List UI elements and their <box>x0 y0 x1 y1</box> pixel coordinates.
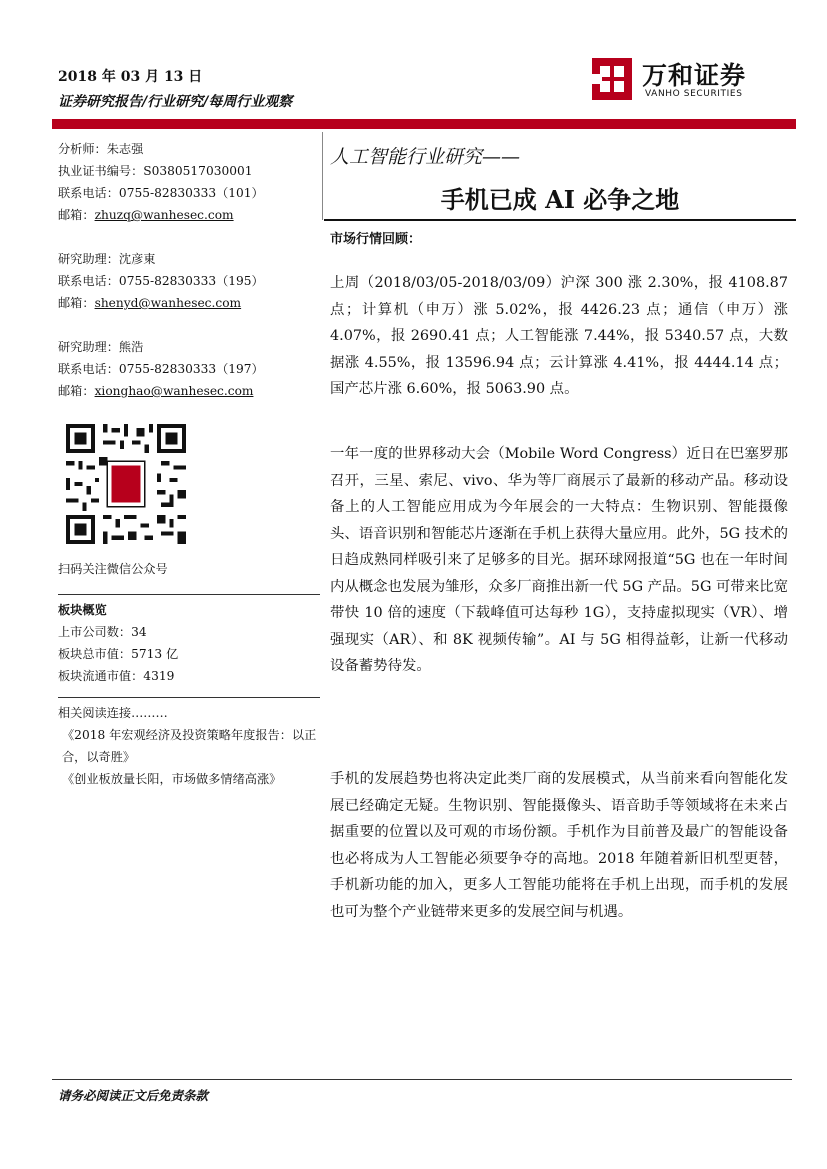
assistant-email-link[interactable]: xionghao@wanhesec.com <box>94 384 254 398</box>
paragraph: 手机的发展趋势也将决定此类厂商的发展模式，从当前来看向智能化发展已经确定无疑。生物识别、智能摄像头、语音助手等领域将在未来占据重要的位置以及可观的市场份额。手机作为目前普及最广的智能设备也必将成为人工智能必须要争夺的高地。2018 年随着新旧机型更替，手机新功能的加入，更多人工智能功能将在手机上出现，而手机的发展也可为整个产业链带来更多的发展空间与机遇。 <box>330 771 788 920</box>
sector-item: 上市公司数：34 <box>58 625 147 639</box>
header-bar <box>52 119 796 129</box>
title-rule <box>324 219 796 221</box>
related-link[interactable]: 《创业板放量长阳，市场做多情绪高涨》 <box>62 772 282 786</box>
paragraph: 一年一度的世界移动大会（Mobile Word Congress）近日在巴塞罗那召开，三星、索尼、vivo、华为等厂商展示了最新的移动产品。移动设备上的人工智能应用成为今年展会的一大特点：生物识别、智能摄像头、语音识别和智能芯片逐渐在手机上获得大量应用。此外，5G 技术的日趋成熟同样吸引来了足够多的目光。据环球网报道“5G 也在一年时间内从概念也发展为雏形，众多厂商推出新一代 5G 产品。5G 可带来比宽带快 10 倍的速度（下载峰值可达每秒 1G），支持虚拟现实（VR）、增强现实（AR）、和 8K 视频传输”。AI 与 5G 相得益彰，让新一代移动设备蓄势待发。 <box>330 446 788 674</box>
company-logo <box>590 56 770 106</box>
logo-mark-icon <box>590 56 634 102</box>
assistant-name: 研究助理：沈彦東 <box>58 252 156 266</box>
footer-rule <box>52 1079 792 1080</box>
divider <box>58 697 320 698</box>
assistant-block <box>58 248 320 314</box>
assistant-email-row <box>58 380 320 402</box>
analyst-block <box>58 138 320 226</box>
qr-caption: 扫码关注微信公众号 <box>58 562 168 576</box>
assistant-name: 研究助理：熊浩 <box>58 340 144 354</box>
email-label: 邮箱： <box>58 296 95 310</box>
sector-title: 板块概览 <box>58 603 107 617</box>
breadcrumb: 证券研究报告/行业研究/每周行业观察 <box>58 94 293 110</box>
series-title: 人工智能行业研究—— <box>330 146 521 168</box>
logo-text-cn: 万和证券 <box>642 61 747 90</box>
related-title: 相关阅读连接……… <box>58 706 168 720</box>
column-divider <box>322 132 323 220</box>
headline: 手机已成 AI 必争之地 <box>440 185 680 214</box>
analyst-email-row <box>58 204 320 226</box>
section-title: 市场行情回顾： <box>330 232 422 247</box>
assistant-phone: 联系电话：0755-82830333（197） <box>58 362 264 376</box>
email-label: 邮箱： <box>58 208 95 222</box>
related-link[interactable]: 《2018 年宏观经济及投资策略年度报告：以正合，以奇胜》 <box>62 728 317 764</box>
analyst-email-link[interactable]: zhuzq@wanhesec.com <box>94 208 234 222</box>
sector-item: 板块总市值：5713 亿 <box>58 647 179 661</box>
footer-disclaimer: 请务必阅读正文后免责条款 <box>58 1088 209 1103</box>
qr-code-icon <box>66 424 186 544</box>
email-label: 邮箱： <box>58 384 95 398</box>
divider <box>58 594 320 595</box>
assistant-phone: 联系电话：0755-82830333（195） <box>58 274 264 288</box>
sidebar <box>58 138 320 790</box>
logo-text-en: VANHO SECURITIES <box>645 89 743 99</box>
analyst-phone: 联系电话：0755-82830333（101） <box>58 186 264 200</box>
paragraph: 上周（2018/03/05-2018/03/09）沪深 300 涨 2.30%，报 4108.87 点；计算机（申万）涨 5.02%，报 4426.23 点；通信（申万）涨 4.07%，报 2690.41 点；人工智能涨 7.44%，报 5340.57 点，大数据涨 4.55%，报 13596.94 点；云计算涨 4.41%，报 4444.14 点；国产芯片涨 6.60%，报 5063.90 点。 <box>330 275 788 397</box>
assistant-email-row <box>58 292 320 314</box>
assistant-block <box>58 336 320 402</box>
assistant-email-link[interactable]: shenyd@wanhesec.com <box>94 296 242 310</box>
report-date: 2018 年 03 月 13 日 <box>58 69 203 85</box>
sector-item: 板块流通市值：4319 <box>58 669 175 683</box>
analyst-name: 分析师：朱志强 <box>58 142 144 156</box>
analyst-license: 执业证书编号：S0380517030001 <box>58 164 253 178</box>
